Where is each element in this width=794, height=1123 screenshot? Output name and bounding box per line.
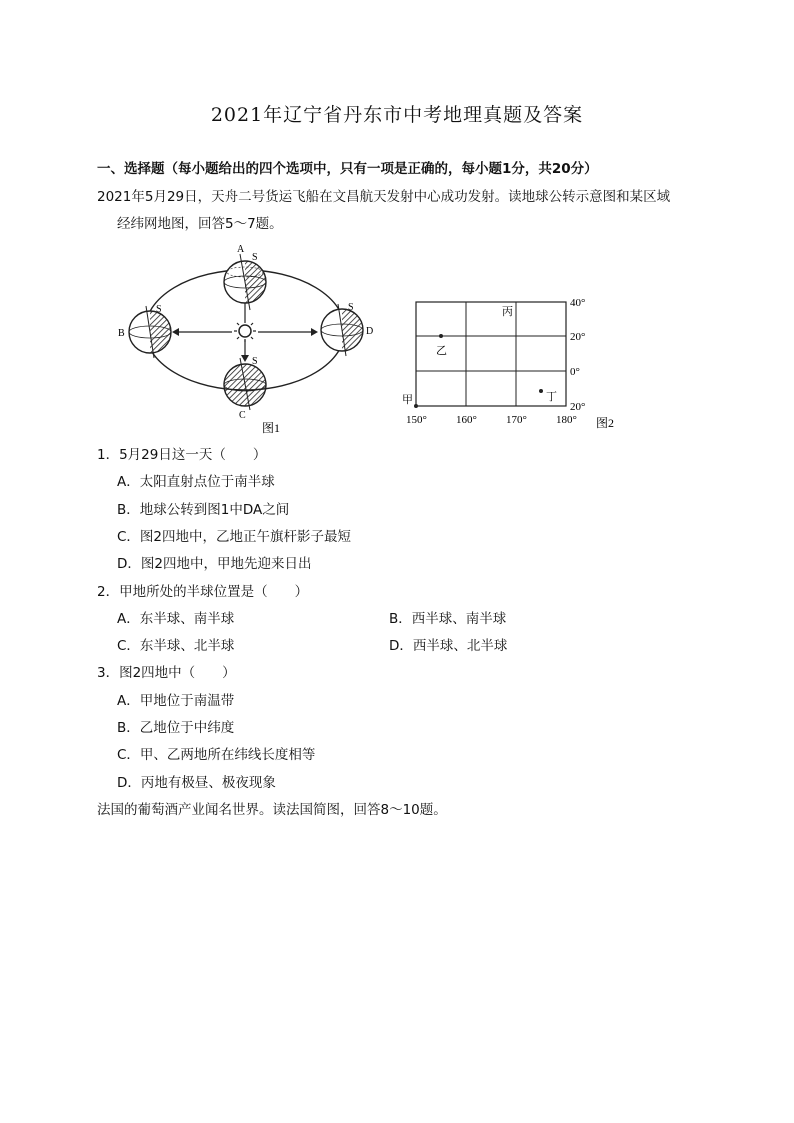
q1-option-d: D．图2四地中，甲地先迎来日出 <box>117 556 312 572</box>
lat-label-0: 0° <box>570 366 580 378</box>
earth-b <box>118 304 171 358</box>
figure-1-earth-orbit <box>110 240 400 440</box>
question-1-stem: 1．5月29日这一天（ ） <box>97 447 267 463</box>
section-heading: 一、选择题（每小题给出的四个选项中，只有一项是正确的，每小题1分，共20分） <box>97 161 598 177</box>
q3-option-b: B．乙地位于中纬度 <box>117 720 235 736</box>
svg-text:S: S <box>348 302 354 313</box>
point-yi: 乙 <box>436 345 447 357</box>
lat-label-20s: 20° <box>570 401 586 413</box>
svg-text:S: S <box>156 304 162 315</box>
fig2-caption: 图2 <box>596 416 615 430</box>
point-bing: 丙 <box>502 306 513 318</box>
q1-option-c: C．图2四地中，乙地正午旗杆影子最短 <box>117 529 352 545</box>
svg-text:S: S <box>252 356 258 367</box>
q1-option-a: A．太阳直射点位于南半球 <box>117 474 275 490</box>
sun-icon <box>234 320 256 342</box>
earth-d <box>321 302 373 356</box>
q2-option-d: D．西半球、北半球 <box>389 638 508 654</box>
outro-line: 法国的葡萄酒产业闻名世界。读法国简图，回答8～10题。 <box>97 802 447 818</box>
q1-option-b: B．地球公转到图1中DA之间 <box>117 502 290 518</box>
earth-a <box>224 244 266 310</box>
q3-option-c: C．甲、乙两地所在纬线长度相等 <box>117 747 316 763</box>
fig1-label-c: C <box>239 410 246 421</box>
question-2-stem: 2．甲地所处的半球位置是（ ） <box>97 584 309 600</box>
intro-line-1: 2021年5月29日，天舟二号货运飞船在文昌航天发射中心成功发射。读地球公转示意图和某区域 <box>97 189 671 205</box>
fig1-label-b: B <box>118 328 125 339</box>
page-title: 2021年辽宁省丹东市中考地理真题及答案 <box>210 104 584 126</box>
q2-option-a: A．东半球、南半球 <box>117 611 235 627</box>
earth-c <box>224 356 266 421</box>
lon-label-170: 170° <box>506 414 527 426</box>
lon-label-150: 150° <box>406 414 427 426</box>
fig1-caption: 图1 <box>262 421 281 435</box>
svg-text:S: S <box>252 252 258 263</box>
fig1-label-a: A <box>237 244 245 255</box>
point-jia: 甲 <box>402 394 413 406</box>
question-3-stem: 3．图2四地中（ ） <box>97 665 236 681</box>
lon-label-180: 180° <box>556 414 577 426</box>
q3-option-d: D．丙地有极昼、极夜现象 <box>117 775 276 791</box>
fig1-label-d: D <box>366 326 374 337</box>
q3-option-a: A．甲地位于南温带 <box>117 693 235 709</box>
q2-option-c: C．东半球、北半球 <box>117 638 235 654</box>
lat-label-20n: 20° <box>570 331 586 343</box>
intro-line-2: 经纬网地图，回答5～7题。 <box>117 216 283 232</box>
point-ding: 丁 <box>546 391 557 403</box>
q2-option-b: B．西半球、南半球 <box>389 611 507 627</box>
lon-label-160: 160° <box>456 414 477 426</box>
lat-label-40: 40° <box>570 297 586 309</box>
figure-2-grid-map <box>400 290 630 440</box>
